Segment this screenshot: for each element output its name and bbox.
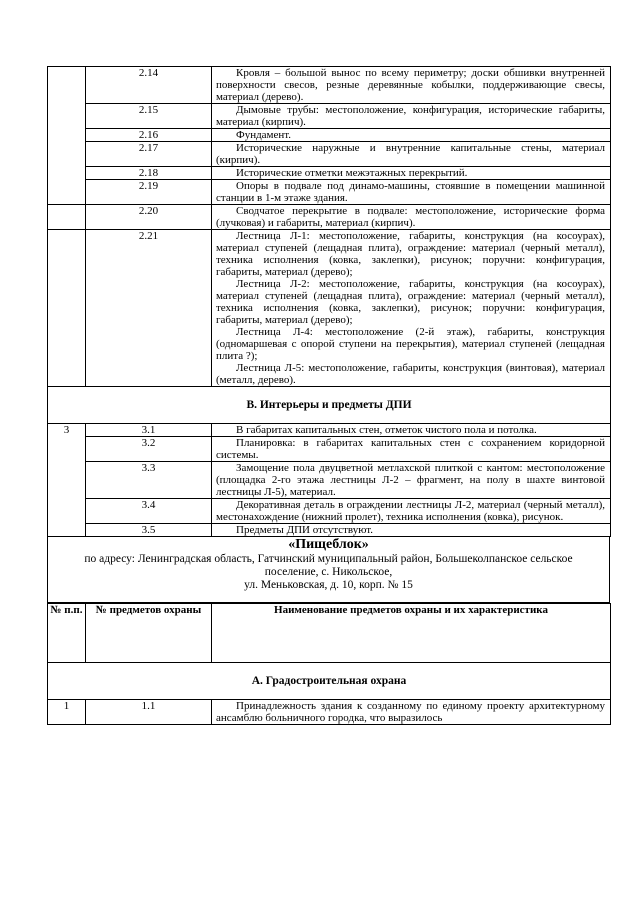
group-number: 1 xyxy=(48,700,86,725)
table-row xyxy=(48,499,611,524)
table-row xyxy=(48,180,611,205)
item-number: 3.4 xyxy=(86,499,212,524)
item-number: 3.2 xyxy=(86,437,212,462)
section-row xyxy=(48,663,611,700)
item-description: Предметы ДПИ отсутствуют. xyxy=(212,524,611,537)
table-row xyxy=(48,142,611,167)
header-col-item-number: № предметов охраны xyxy=(86,604,212,663)
item-description: Дымовые трубы: местоположение, конфигурация, исторические габариты, материал (кирпич). xyxy=(212,104,611,129)
item-number: 2.18 xyxy=(86,167,212,180)
protection-items-table-2 xyxy=(47,603,611,725)
item-description: Замощение пола двуцветной метлахской плиткой с кантом: местоположение (площадка 2-го этажа лестницы Л-2 – фрагмент, на полу в шахте винтовой лестницы Л-5), материал. xyxy=(212,462,611,499)
table-row xyxy=(48,437,611,462)
table-row xyxy=(48,205,611,230)
item-description: Лестница Л-1: местоположение, габариты, конструкция (на косоурах), материал ступеней (лещадная плита), ограждение: материал (черный металл), техника исполнения (ковка, заклепки), рисунок; поручни: конфигурация, габариты, материал (дерево); Лестница Л-2: местоположение, габариты, конструкция (на косоурах), материал ступеней (лещадная плита), ограждение: материал (черный металл), техника исполнения (ковка, заклепки), рисунок; поручни: конфигурация, габариты, материал (дерево); Лестница Л-4: местоположение (2-й этаж), габариты, конструкция (одномаршевая с опорой ступени на перекрытия), материал ступеней (лещадная плита ?); Лестница Л-5: местоположение, габариты, конструкция (винтовая), материал (металл, дерево). xyxy=(212,230,611,387)
table-header-row xyxy=(48,604,611,663)
group-cell xyxy=(48,230,86,387)
item-number: 2.17 xyxy=(86,142,212,167)
group-cell xyxy=(48,67,86,205)
item-number: 2.21 xyxy=(86,230,212,387)
table-row xyxy=(48,167,611,180)
item-description: Опоры в подвале под динамо-машины, стоявшие в помещении машинной станции в 1-м этаже здания. xyxy=(212,180,611,205)
group-number: 3 xyxy=(48,424,86,537)
table-row xyxy=(48,524,611,537)
table-row xyxy=(48,104,611,129)
object-title-block xyxy=(47,537,610,603)
table-row xyxy=(48,424,611,437)
object-address-line: поселение, с. Никольское, xyxy=(264,566,393,578)
table-row xyxy=(48,129,611,142)
item-description: Исторические наружные и внутренние капитальные стены, материал (кирпич). xyxy=(212,142,611,167)
document-page xyxy=(47,66,610,725)
section-row xyxy=(48,387,611,424)
group-cell xyxy=(48,205,86,230)
item-number: 1.1 xyxy=(86,700,212,725)
item-description: Сводчатое перекрытие в подвале: местоположение, исторические форма (лучковая) и габариты, материал (кирпич). xyxy=(212,205,611,230)
header-col-description: Наименование предметов охраны и их характеристика xyxy=(212,604,611,663)
item-description: Исторические отметки межэтажных перекрытий. xyxy=(212,167,611,180)
item-number: 2.19 xyxy=(86,180,212,205)
object-address-line: ул. Меньковская, д. 10, корп. № 15 xyxy=(244,579,413,591)
table-row xyxy=(48,230,611,387)
object-name: «Пищеблок» xyxy=(288,537,369,552)
item-number: 3.3 xyxy=(86,462,212,499)
item-description: Принадлежность здания к созданному по единому проекту архитектурному ансамблю больничного городка, что выразилось xyxy=(212,700,611,725)
table-row xyxy=(48,700,611,725)
item-description: Декоративная деталь в ограждении лестницы Л-2, материал (черный металл), местонахождение (нижний пролет), техника исполнения (ковка), рисунок. xyxy=(212,499,611,524)
item-number: 2.16 xyxy=(86,129,212,142)
item-description: Планировка: в габаритах капитальных стен с сохранением коридорной системы. xyxy=(212,437,611,462)
protection-items-table xyxy=(47,66,611,537)
item-number: 2.15 xyxy=(86,104,212,129)
section-heading: А. Градостроительная охрана xyxy=(48,663,611,700)
item-number: 3.1 xyxy=(86,424,212,437)
table-row xyxy=(48,67,611,104)
item-description: Кровля – большой вынос по всему периметру; доски обшивки внутренней поверхности свесов, резные деревянные кобылки, поддерживающие свесы, материал (дерево). xyxy=(212,67,611,104)
item-number: 3.5 xyxy=(86,524,212,537)
item-number: 2.20 xyxy=(86,205,212,230)
section-heading: В. Интерьеры и предметы ДПИ xyxy=(48,387,611,424)
header-col-number: № п.п. xyxy=(48,604,86,663)
item-description: Фундамент. xyxy=(212,129,611,142)
object-address-line: по адресу: Ленинградская область, Гатчинский муниципальный район, Большеколпанское сельское xyxy=(84,553,573,565)
item-number: 2.14 xyxy=(86,67,212,104)
item-description: В габаритах капитальных стен, отметок чистого пола и потолка. xyxy=(212,424,611,437)
table-row xyxy=(48,462,611,499)
